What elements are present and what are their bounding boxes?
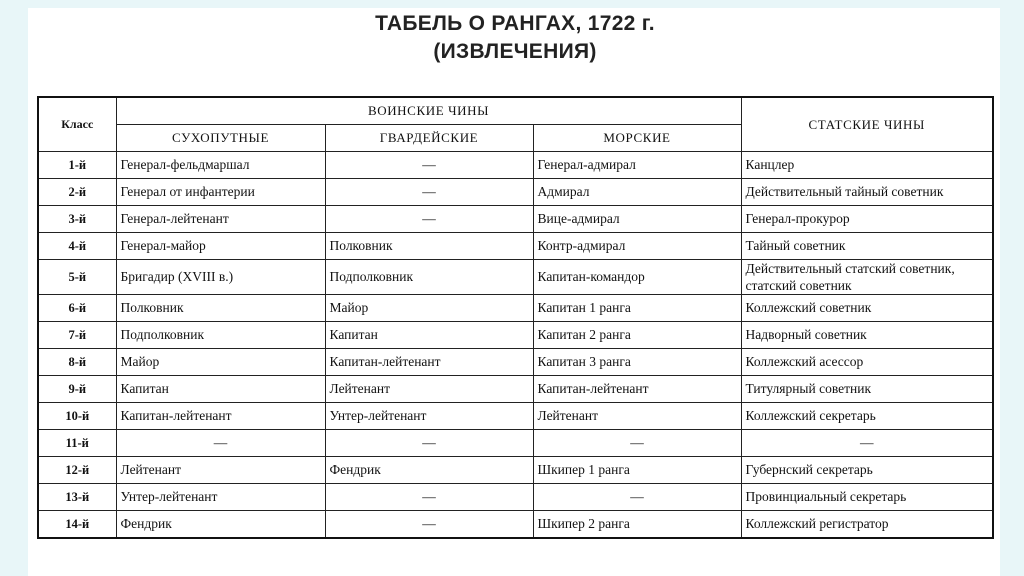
cell-guard: Капитан <box>325 322 533 349</box>
cell-naval: Шкипер 1 ранга <box>533 457 741 484</box>
cell-naval: Контр-адмирал <box>533 233 741 260</box>
cell-cls: 5-й <box>38 260 116 295</box>
table-body <box>38 152 993 539</box>
cell-cls: 13-й <box>38 484 116 511</box>
cell-naval: Шкипер 2 ранга <box>533 511 741 539</box>
table-header <box>38 97 993 152</box>
cell-land: Бригадир (XVIII в.) <box>116 260 325 295</box>
table-row <box>38 484 993 511</box>
cell-cls: 10-й <box>38 403 116 430</box>
header-class: Класс <box>38 97 116 152</box>
cell-naval: Капитан 3 ранга <box>533 349 741 376</box>
cell-land: Фендрик <box>116 511 325 539</box>
cell-guard: — <box>325 152 533 179</box>
table-row <box>38 349 993 376</box>
cell-land: Полковник <box>116 295 325 322</box>
cell-guard: Майор <box>325 295 533 322</box>
cell-cls: 9-й <box>38 376 116 403</box>
cell-guard: Подполковник <box>325 260 533 295</box>
cell-cls: 4-й <box>38 233 116 260</box>
table-row <box>38 233 993 260</box>
cell-guard: — <box>325 484 533 511</box>
cell-cls: 3-й <box>38 206 116 233</box>
cell-naval: — <box>533 484 741 511</box>
table-row <box>38 206 993 233</box>
cell-guard: — <box>325 430 533 457</box>
cell-naval: Адмирал <box>533 179 741 206</box>
cell-naval: Генерал-адмирал <box>533 152 741 179</box>
cell-civil: Действительный тайный советник <box>741 179 993 206</box>
cell-guard: — <box>325 511 533 539</box>
cell-land: Подполковник <box>116 322 325 349</box>
cell-naval: Капитан 2 ранга <box>533 322 741 349</box>
cell-civil: Коллежский советник <box>741 295 993 322</box>
cell-guard: Фендрик <box>325 457 533 484</box>
table-of-ranks <box>37 96 994 539</box>
cell-cls: 7-й <box>38 322 116 349</box>
table-row <box>38 322 993 349</box>
cell-cls: 6-й <box>38 295 116 322</box>
cell-naval: Вице-адмирал <box>533 206 741 233</box>
cell-civil: Действительный статский советник, статский советник <box>741 260 993 295</box>
table-row <box>38 179 993 206</box>
cell-guard: — <box>325 206 533 233</box>
cell-land: Генерал-лейтенант <box>116 206 325 233</box>
cell-civil: Коллежский регистратор <box>741 511 993 539</box>
cell-civil: Титулярный советник <box>741 376 993 403</box>
cell-civil: Генерал-прокурор <box>741 206 993 233</box>
cell-civil: — <box>741 430 993 457</box>
title-line-2: (ИЗВЛЕЧЕНИЯ) <box>433 40 597 63</box>
cell-civil: Провинциальный секретарь <box>741 484 993 511</box>
cell-cls: 11-й <box>38 430 116 457</box>
table-row <box>38 430 993 457</box>
cell-civil: Коллежский асессор <box>741 349 993 376</box>
cell-naval: Капитан-лейтенант <box>533 376 741 403</box>
cell-cls: 8-й <box>38 349 116 376</box>
cell-guard: — <box>325 179 533 206</box>
cell-guard: Капитан-лейтенант <box>325 349 533 376</box>
cell-land: Генерал от инфантерии <box>116 179 325 206</box>
cell-naval: Капитан-командор <box>533 260 741 295</box>
header-military: ВОИНСКИЕ ЧИНЫ <box>116 97 741 125</box>
cell-civil: Тайный советник <box>741 233 993 260</box>
cell-civil: Губернский секретарь <box>741 457 993 484</box>
cell-civil: Надворный советник <box>741 322 993 349</box>
cell-land: Капитан <box>116 376 325 403</box>
document-title <box>0 10 1024 66</box>
cell-land: — <box>116 430 325 457</box>
table-row <box>38 260 993 295</box>
cell-guard: Полковник <box>325 233 533 260</box>
cell-cls: 14-й <box>38 511 116 539</box>
cell-civil: Коллежский секретарь <box>741 403 993 430</box>
cell-naval: Капитан 1 ранга <box>533 295 741 322</box>
header-naval: МОРСКИЕ <box>533 125 741 152</box>
table-row <box>38 403 993 430</box>
header-guard: ГВАРДЕЙСКИЕ <box>325 125 533 152</box>
header-civil: СТАТСКИЕ ЧИНЫ <box>741 97 993 152</box>
cell-cls: 2-й <box>38 179 116 206</box>
table-row <box>38 295 993 322</box>
title-line-1: ТАБЕЛЬ О РАНГАХ, 1722 г. <box>375 12 655 35</box>
cell-land: Лейтенант <box>116 457 325 484</box>
table-row <box>38 376 993 403</box>
cell-land: Генерал-майор <box>116 233 325 260</box>
table-row <box>38 457 993 484</box>
cell-land: Майор <box>116 349 325 376</box>
cell-cls: 1-й <box>38 152 116 179</box>
table-row <box>38 152 993 179</box>
cell-land: Унтер-лейтенант <box>116 484 325 511</box>
cell-naval: Лейтенант <box>533 403 741 430</box>
header-land: СУХОПУТНЫЕ <box>116 125 325 152</box>
cell-guard: Унтер-лейтенант <box>325 403 533 430</box>
cell-guard: Лейтенант <box>325 376 533 403</box>
cell-civil: Канцлер <box>741 152 993 179</box>
table-row <box>38 511 993 539</box>
cell-land: Капитан-лейтенант <box>116 403 325 430</box>
cell-land: Генерал-фельдмаршал <box>116 152 325 179</box>
cell-cls: 12-й <box>38 457 116 484</box>
cell-naval: — <box>533 430 741 457</box>
